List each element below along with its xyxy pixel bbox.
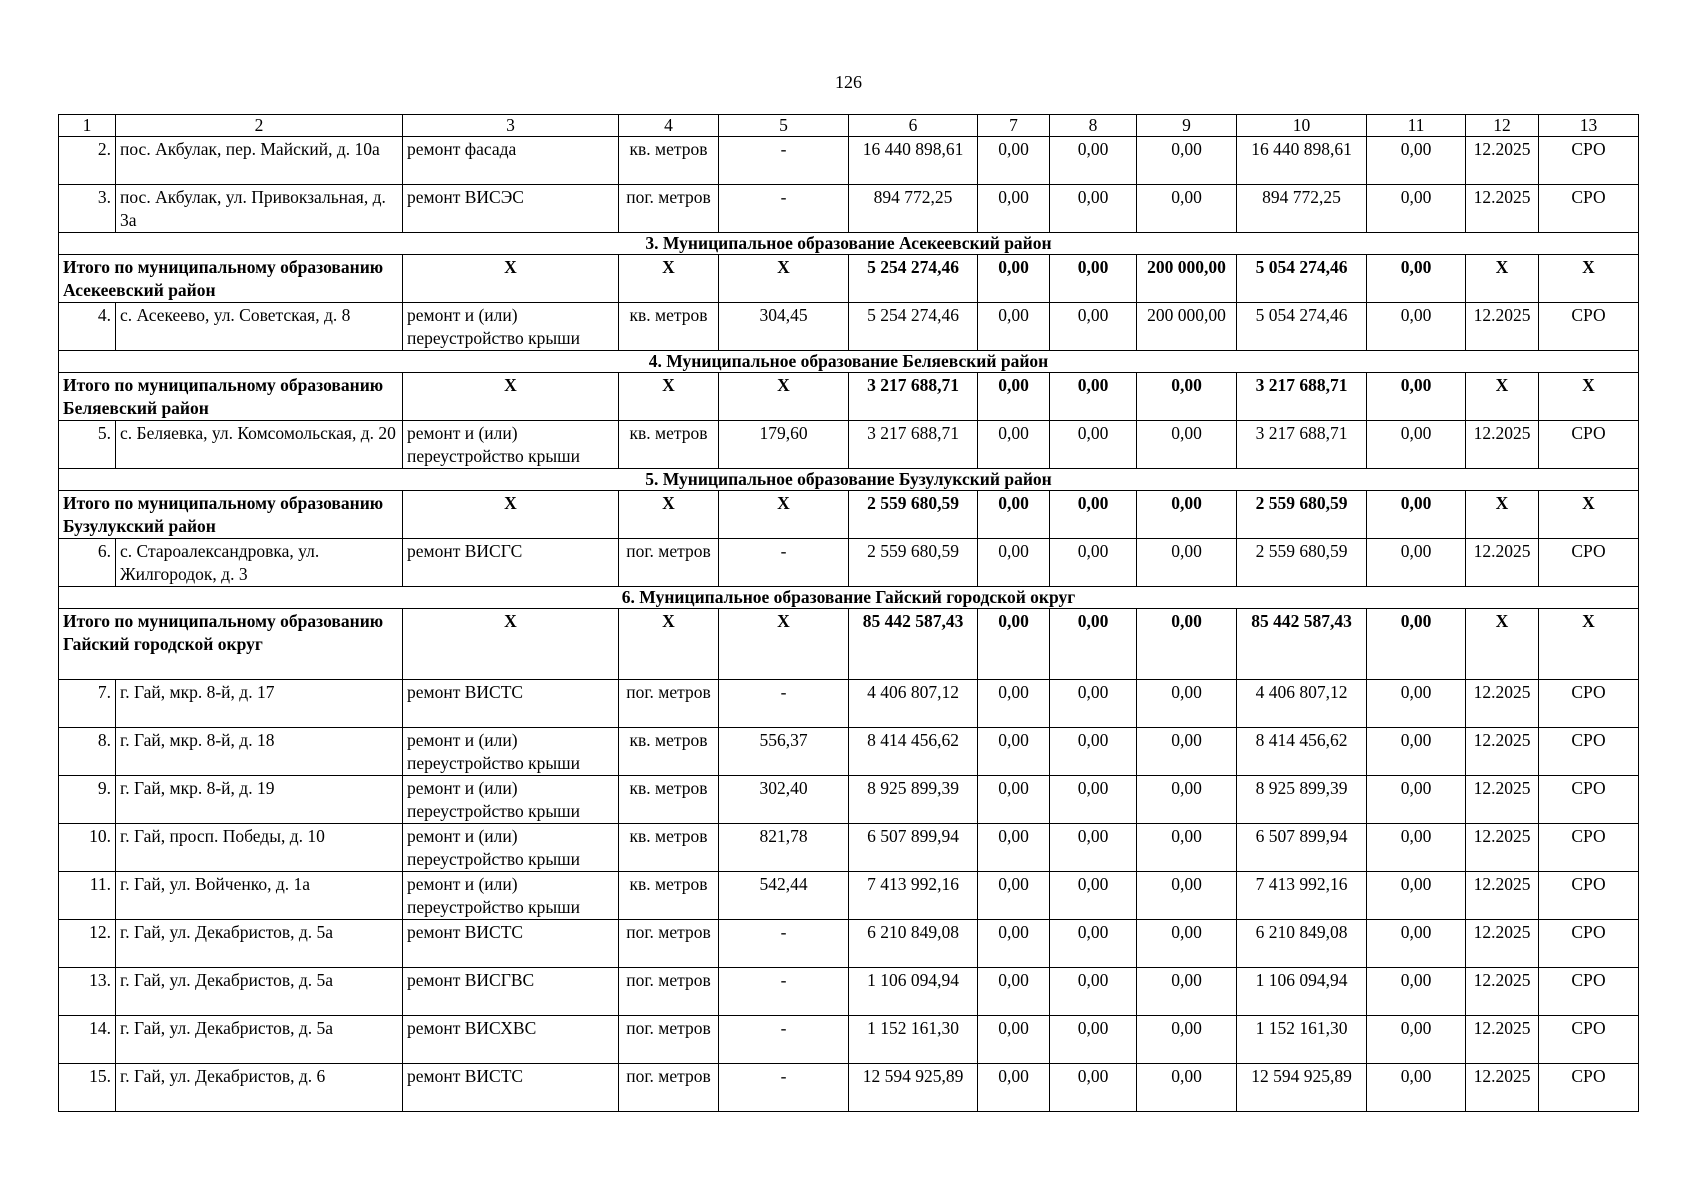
total-value-cell: 5 054 274,46 — [1237, 255, 1367, 303]
total-area-cell: Х — [719, 255, 849, 303]
total-value-cell: 85 442 587,43 — [1237, 609, 1367, 680]
area-cell: 542,44 — [719, 872, 849, 920]
column-number-row — [59, 115, 1639, 137]
address-cell: г. Гай, мкр. 8-й, д. 18 — [116, 728, 403, 776]
area-cell: - — [719, 137, 849, 185]
address-cell: г. Гай, ул. Войченко, д. 1а — [116, 872, 403, 920]
value-cell: 7 413 992,16 — [849, 872, 978, 920]
address-cell: с. Староалександровка, ул. Жилгородок, д. 3 — [116, 539, 403, 587]
header-cell: 10 — [1237, 115, 1367, 137]
value-cell: 0,00 — [978, 920, 1050, 968]
value-cell: 0,00 — [978, 968, 1050, 1016]
value-cell: 0,00 — [1137, 1016, 1237, 1064]
table-row — [59, 1016, 1639, 1064]
deadline-cell: 12.2025 — [1466, 968, 1539, 1016]
area-cell: 821,78 — [719, 824, 849, 872]
deadline-cell: 12.2025 — [1466, 539, 1539, 587]
value-cell: 0,00 — [1367, 968, 1466, 1016]
area-cell: - — [719, 920, 849, 968]
value-cell: 0,00 — [978, 185, 1050, 233]
total-value-cell: 0,00 — [978, 373, 1050, 421]
row-number: 5. — [59, 421, 116, 469]
value-cell: 3 217 688,71 — [849, 421, 978, 469]
header-cell: 5 — [719, 115, 849, 137]
address-cell: г. Гай, ул. Декабристов, д. 6 — [116, 1064, 403, 1112]
work-type-cell: ремонт фасада — [403, 137, 619, 185]
section-header-row — [59, 351, 1639, 373]
total-work-cell: Х — [403, 255, 619, 303]
row-number: 7. — [59, 680, 116, 728]
work-type-cell: ремонт ВИСЭС — [403, 185, 619, 233]
value-cell: 1 152 161,30 — [1237, 1016, 1367, 1064]
row-number: 8. — [59, 728, 116, 776]
value-cell: 0,00 — [978, 872, 1050, 920]
section-title: 3. Муниципальное образование Асекеевский район — [59, 233, 1639, 255]
area-cell: 304,45 — [719, 303, 849, 351]
total-row — [59, 609, 1639, 680]
value-cell: 12 594 925,89 — [1237, 1064, 1367, 1112]
section-title: 5. Муниципальное образование Бузулукский район — [59, 469, 1639, 491]
section-header-row — [59, 469, 1639, 491]
row-number: 14. — [59, 1016, 116, 1064]
unit-cell: кв. метров — [619, 872, 719, 920]
total-value-cell: 0,00 — [1367, 255, 1466, 303]
total-value-cell: 0,00 — [1137, 609, 1237, 680]
table-row — [59, 185, 1639, 233]
value-cell: 200 000,00 — [1137, 303, 1237, 351]
value-cell: 3 217 688,71 — [1237, 421, 1367, 469]
area-cell: - — [719, 680, 849, 728]
total-label: Итого по муниципальному образованию Асекеевский район — [59, 255, 403, 303]
value-cell: 0,00 — [1050, 303, 1137, 351]
work-type-cell: ремонт и (или) переустройство крыши — [403, 824, 619, 872]
work-type-cell: ремонт и (или) переустройство крыши — [403, 421, 619, 469]
area-cell: - — [719, 1016, 849, 1064]
deadline-cell: 12.2025 — [1466, 920, 1539, 968]
area-cell: - — [719, 185, 849, 233]
total-area-cell: Х — [719, 491, 849, 539]
value-cell: 5 254 274,46 — [849, 303, 978, 351]
value-cell: 0,00 — [1050, 872, 1137, 920]
table-row — [59, 776, 1639, 824]
row-number: 2. — [59, 137, 116, 185]
total-unit-cell: Х — [619, 491, 719, 539]
value-cell: 0,00 — [978, 824, 1050, 872]
method-cell: СРО — [1539, 539, 1639, 587]
unit-cell: кв. метров — [619, 776, 719, 824]
address-cell: г. Гай, ул. Декабристов, д. 5а — [116, 1016, 403, 1064]
value-cell: 5 054 274,46 — [1237, 303, 1367, 351]
deadline-cell: 12.2025 — [1466, 421, 1539, 469]
address-cell: с. Беляевка, ул. Комсомольская, д. 20 — [116, 421, 403, 469]
value-cell: 0,00 — [1367, 185, 1466, 233]
header-cell: 7 — [978, 115, 1050, 137]
value-cell: 0,00 — [1050, 824, 1137, 872]
value-cell: 0,00 — [1137, 1064, 1237, 1112]
header-cell: 3 — [403, 115, 619, 137]
value-cell: 12 594 925,89 — [849, 1064, 978, 1112]
total-value-cell: 3 217 688,71 — [849, 373, 978, 421]
unit-cell: пог. метров — [619, 1064, 719, 1112]
work-type-cell: ремонт ВИСГВС — [403, 968, 619, 1016]
value-cell: 0,00 — [1137, 776, 1237, 824]
total-area-cell: Х — [719, 373, 849, 421]
value-cell: 6 210 849,08 — [849, 920, 978, 968]
method-cell: СРО — [1539, 1064, 1639, 1112]
value-cell: 894 772,25 — [849, 185, 978, 233]
table-row — [59, 680, 1639, 728]
value-cell: 0,00 — [1367, 920, 1466, 968]
table-row — [59, 539, 1639, 587]
area-cell: - — [719, 1064, 849, 1112]
value-cell: 0,00 — [1137, 968, 1237, 1016]
header-cell: 8 — [1050, 115, 1137, 137]
total-value-cell: 0,00 — [1367, 373, 1466, 421]
value-cell: 0,00 — [1050, 1016, 1137, 1064]
value-cell: 6 210 849,08 — [1237, 920, 1367, 968]
row-number: 3. — [59, 185, 116, 233]
total-unit-cell: Х — [619, 373, 719, 421]
page-number: 126 — [835, 72, 862, 92]
unit-cell: кв. метров — [619, 824, 719, 872]
address-cell: пос. Акбулак, пер. Майский, д. 10а — [116, 137, 403, 185]
total-method-cell: Х — [1539, 373, 1639, 421]
unit-cell: кв. метров — [619, 137, 719, 185]
work-type-cell: ремонт и (или) переустройство крыши — [403, 776, 619, 824]
row-number: 6. — [59, 539, 116, 587]
value-cell: 0,00 — [1367, 776, 1466, 824]
deadline-cell: 12.2025 — [1466, 185, 1539, 233]
value-cell: 8 414 456,62 — [1237, 728, 1367, 776]
total-value-cell: 2 559 680,59 — [1237, 491, 1367, 539]
value-cell: 0,00 — [1137, 185, 1237, 233]
value-cell: 0,00 — [1050, 728, 1137, 776]
deadline-cell: 12.2025 — [1466, 303, 1539, 351]
value-cell: 0,00 — [978, 539, 1050, 587]
value-cell: 0,00 — [1050, 421, 1137, 469]
value-cell: 4 406 807,12 — [1237, 680, 1367, 728]
work-type-cell: ремонт ВИСТС — [403, 1064, 619, 1112]
area-cell: 556,37 — [719, 728, 849, 776]
table-row — [59, 137, 1639, 185]
deadline-cell: 12.2025 — [1466, 137, 1539, 185]
value-cell: 0,00 — [1367, 680, 1466, 728]
total-value-cell: Х — [1466, 491, 1539, 539]
value-cell: 0,00 — [1137, 539, 1237, 587]
area-cell: - — [719, 539, 849, 587]
unit-cell: пог. метров — [619, 680, 719, 728]
value-cell: 0,00 — [978, 1016, 1050, 1064]
value-cell: 0,00 — [1137, 680, 1237, 728]
address-cell: г. Гай, ул. Декабристов, д. 5а — [116, 968, 403, 1016]
address-cell: г. Гай, мкр. 8-й, д. 17 — [116, 680, 403, 728]
header-cell: 12 — [1466, 115, 1539, 137]
value-cell: 16 440 898,61 — [1237, 137, 1367, 185]
table-row — [59, 872, 1639, 920]
unit-cell: пог. метров — [619, 1016, 719, 1064]
total-value-cell: 0,00 — [1050, 373, 1137, 421]
value-cell: 0,00 — [1367, 1064, 1466, 1112]
total-value-cell: 0,00 — [1137, 491, 1237, 539]
total-value-cell: Х — [1466, 609, 1539, 680]
value-cell: 0,00 — [978, 776, 1050, 824]
value-cell: 1 106 094,94 — [1237, 968, 1367, 1016]
value-cell: 0,00 — [1367, 728, 1466, 776]
method-cell: СРО — [1539, 968, 1639, 1016]
total-label: Итого по муниципальному образованию Гайский городской округ — [59, 609, 403, 680]
work-type-cell: ремонт ВИСГС — [403, 539, 619, 587]
unit-cell: пог. метров — [619, 920, 719, 968]
value-cell: 2 559 680,59 — [1237, 539, 1367, 587]
address-cell: с. Асекеево, ул. Советская, д. 8 — [116, 303, 403, 351]
table-body — [59, 115, 1639, 1112]
unit-cell: кв. метров — [619, 303, 719, 351]
work-type-cell: ремонт ВИСХВС — [403, 1016, 619, 1064]
total-row — [59, 491, 1639, 539]
value-cell: 0,00 — [1050, 680, 1137, 728]
deadline-cell: 12.2025 — [1466, 680, 1539, 728]
total-value-cell: 0,00 — [978, 609, 1050, 680]
value-cell: 0,00 — [978, 421, 1050, 469]
value-cell: 0,00 — [1367, 137, 1466, 185]
value-cell: 1 106 094,94 — [849, 968, 978, 1016]
row-number: 4. — [59, 303, 116, 351]
value-cell: 894 772,25 — [1237, 185, 1367, 233]
value-cell: 0,00 — [1367, 824, 1466, 872]
total-unit-cell: Х — [619, 255, 719, 303]
total-value-cell: 0,00 — [1050, 255, 1137, 303]
value-cell: 0,00 — [1050, 137, 1137, 185]
unit-cell: кв. метров — [619, 421, 719, 469]
total-area-cell: Х — [719, 609, 849, 680]
value-cell: 1 152 161,30 — [849, 1016, 978, 1064]
total-value-cell: 0,00 — [1050, 609, 1137, 680]
total-unit-cell: Х — [619, 609, 719, 680]
value-cell: 0,00 — [1137, 920, 1237, 968]
total-value-cell: 0,00 — [978, 491, 1050, 539]
work-type-cell: ремонт и (или) переустройство крыши — [403, 728, 619, 776]
method-cell: СРО — [1539, 920, 1639, 968]
value-cell: 0,00 — [1050, 539, 1137, 587]
value-cell: 0,00 — [1137, 824, 1237, 872]
total-value-cell: Х — [1466, 373, 1539, 421]
deadline-cell: 12.2025 — [1466, 824, 1539, 872]
row-number: 11. — [59, 872, 116, 920]
value-cell: 4 406 807,12 — [849, 680, 978, 728]
total-value-cell: 5 254 274,46 — [849, 255, 978, 303]
value-cell: 0,00 — [1050, 776, 1137, 824]
method-cell: СРО — [1539, 1016, 1639, 1064]
value-cell: 2 559 680,59 — [849, 539, 978, 587]
header-cell: 9 — [1137, 115, 1237, 137]
method-cell: СРО — [1539, 185, 1639, 233]
repair-program-table — [58, 114, 1639, 1112]
value-cell: 8 925 899,39 — [1237, 776, 1367, 824]
work-type-cell: ремонт ВИСТС — [403, 920, 619, 968]
row-number: 13. — [59, 968, 116, 1016]
header-cell: 13 — [1539, 115, 1639, 137]
unit-cell: пог. метров — [619, 968, 719, 1016]
method-cell: СРО — [1539, 824, 1639, 872]
value-cell: 0,00 — [1137, 728, 1237, 776]
value-cell: 7 413 992,16 — [1237, 872, 1367, 920]
value-cell: 0,00 — [1050, 1064, 1137, 1112]
value-cell: 16 440 898,61 — [849, 137, 978, 185]
method-cell: СРО — [1539, 303, 1639, 351]
value-cell: 0,00 — [1367, 872, 1466, 920]
total-row — [59, 373, 1639, 421]
value-cell: 8 925 899,39 — [849, 776, 978, 824]
method-cell: СРО — [1539, 137, 1639, 185]
value-cell: 0,00 — [978, 680, 1050, 728]
deadline-cell: 12.2025 — [1466, 1064, 1539, 1112]
value-cell: 8 414 456,62 — [849, 728, 978, 776]
total-value-cell: 2 559 680,59 — [849, 491, 978, 539]
total-work-cell: Х — [403, 491, 619, 539]
address-cell: г. Гай, просп. Победы, д. 10 — [116, 824, 403, 872]
row-number: 10. — [59, 824, 116, 872]
total-value-cell: 0,00 — [1050, 491, 1137, 539]
value-cell: 0,00 — [1367, 303, 1466, 351]
total-work-cell: Х — [403, 373, 619, 421]
deadline-cell: 12.2025 — [1466, 872, 1539, 920]
section-title: 4. Муниципальное образование Беляевский район — [59, 351, 1639, 373]
total-method-cell: Х — [1539, 609, 1639, 680]
address-cell: г. Гай, мкр. 8-й, д. 19 — [116, 776, 403, 824]
table-row — [59, 1064, 1639, 1112]
deadline-cell: 12.2025 — [1466, 776, 1539, 824]
work-type-cell: ремонт ВИСТС — [403, 680, 619, 728]
total-value-cell: 200 000,00 — [1137, 255, 1237, 303]
value-cell: 0,00 — [1050, 968, 1137, 1016]
value-cell: 0,00 — [1050, 920, 1137, 968]
value-cell: 0,00 — [1050, 185, 1137, 233]
header-cell: 6 — [849, 115, 978, 137]
total-value-cell: 85 442 587,43 — [849, 609, 978, 680]
method-cell: СРО — [1539, 421, 1639, 469]
unit-cell: пог. метров — [619, 539, 719, 587]
header-cell: 11 — [1367, 115, 1466, 137]
total-method-cell: Х — [1539, 255, 1639, 303]
table-row — [59, 303, 1639, 351]
value-cell: 0,00 — [1137, 137, 1237, 185]
value-cell: 6 507 899,94 — [1237, 824, 1367, 872]
total-label: Итого по муниципальному образованию Бузулукский район — [59, 491, 403, 539]
value-cell: 0,00 — [1367, 1016, 1466, 1064]
method-cell: СРО — [1539, 872, 1639, 920]
value-cell: 0,00 — [1137, 421, 1237, 469]
table-row — [59, 824, 1639, 872]
address-cell: пос. Акбулак, ул. Привокзальная, д. 3а — [116, 185, 403, 233]
total-row — [59, 255, 1639, 303]
total-work-cell: Х — [403, 609, 619, 680]
value-cell: 0,00 — [1367, 539, 1466, 587]
value-cell: 0,00 — [978, 1064, 1050, 1112]
work-type-cell: ремонт и (или) переустройство крыши — [403, 303, 619, 351]
total-value-cell: 3 217 688,71 — [1237, 373, 1367, 421]
total-method-cell: Х — [1539, 491, 1639, 539]
total-label: Итого по муниципальному образованию Беляевский район — [59, 373, 403, 421]
row-number: 9. — [59, 776, 116, 824]
area-cell: - — [719, 968, 849, 1016]
value-cell: 6 507 899,94 — [849, 824, 978, 872]
total-value-cell: 0,00 — [1367, 609, 1466, 680]
header-cell: 2 — [116, 115, 403, 137]
address-cell: г. Гай, ул. Декабристов, д. 5а — [116, 920, 403, 968]
value-cell: 0,00 — [1137, 872, 1237, 920]
value-cell: 0,00 — [1367, 421, 1466, 469]
value-cell: 0,00 — [978, 303, 1050, 351]
row-number: 15. — [59, 1064, 116, 1112]
unit-cell: пог. метров — [619, 185, 719, 233]
method-cell: СРО — [1539, 680, 1639, 728]
table-row — [59, 920, 1639, 968]
total-value-cell: 0,00 — [1137, 373, 1237, 421]
area-cell: 302,40 — [719, 776, 849, 824]
total-value-cell: 0,00 — [978, 255, 1050, 303]
table-row — [59, 968, 1639, 1016]
area-cell: 179,60 — [719, 421, 849, 469]
table-row — [59, 421, 1639, 469]
total-value-cell: Х — [1466, 255, 1539, 303]
deadline-cell: 12.2025 — [1466, 728, 1539, 776]
section-title: 6. Муниципальное образование Гайский городской округ — [59, 587, 1639, 609]
section-header-row — [59, 587, 1639, 609]
header-cell: 4 — [619, 115, 719, 137]
table-row — [59, 728, 1639, 776]
deadline-cell: 12.2025 — [1466, 1016, 1539, 1064]
unit-cell: кв. метров — [619, 728, 719, 776]
row-number: 12. — [59, 920, 116, 968]
value-cell: 0,00 — [978, 728, 1050, 776]
section-header-row — [59, 233, 1639, 255]
method-cell: СРО — [1539, 728, 1639, 776]
value-cell: 0,00 — [978, 137, 1050, 185]
header-cell: 1 — [59, 115, 116, 137]
work-type-cell: ремонт и (или) переустройство крыши — [403, 872, 619, 920]
total-value-cell: 0,00 — [1367, 491, 1466, 539]
method-cell: СРО — [1539, 776, 1639, 824]
